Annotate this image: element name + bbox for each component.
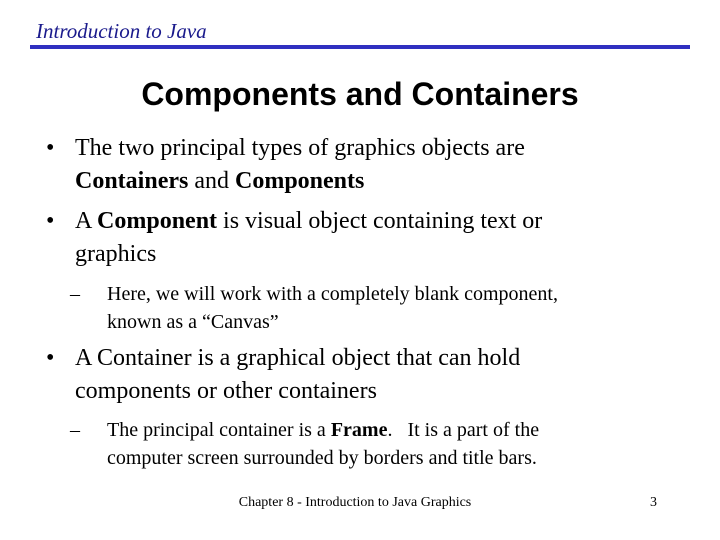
term-containers: Containers bbox=[75, 168, 189, 194]
subbullet-1-text bbox=[107, 280, 687, 336]
subbullet-2-text bbox=[107, 416, 687, 472]
bullet-1-line-1: The two principal types of graphics objects are bbox=[75, 135, 525, 161]
bullet-2-text bbox=[75, 205, 675, 271]
footer-chapter-text: Chapter 8 - Introduction to Java Graphics bbox=[238, 495, 472, 510]
subbullet-2-line-2: computer screen surrounded by borders and title bars. bbox=[107, 447, 537, 469]
bullet-dot: • bbox=[46, 135, 55, 161]
footer-page-number: 3 bbox=[650, 495, 657, 510]
subbullet-1-line-1: Here, we will work with a completely blank component, bbox=[107, 283, 558, 305]
slide-title: Components and Containers bbox=[141, 76, 579, 112]
subbullet-2-line-1: The principal container is a Frame. It is a part of the bbox=[107, 419, 540, 441]
bullet-3-text bbox=[75, 342, 675, 408]
bullet-3-line-2: components or other containers bbox=[75, 378, 377, 404]
bullet-dot: • bbox=[46, 345, 55, 371]
course-title: Introduction to Java bbox=[36, 19, 207, 43]
bullet-2-line-2: graphics bbox=[75, 241, 157, 267]
term-frame: Frame bbox=[330, 419, 388, 441]
subbullet-dash: – bbox=[70, 419, 80, 441]
header-rule bbox=[30, 45, 690, 49]
bullet-2-line-1: A Component is visual object containing text or bbox=[75, 208, 543, 234]
bullet-1-text bbox=[75, 132, 675, 198]
subbullet-1-line-2: known as a “Canvas” bbox=[107, 311, 279, 333]
term-components: Components bbox=[235, 168, 365, 194]
term-component: Component bbox=[97, 208, 218, 234]
bullet-1-line-2: Containers and Components bbox=[75, 168, 365, 194]
bullet-3-line-1: A Container is a graphical object that can hold bbox=[75, 345, 521, 371]
subbullet-dash: – bbox=[70, 283, 80, 305]
bullet-dot: • bbox=[46, 208, 55, 234]
